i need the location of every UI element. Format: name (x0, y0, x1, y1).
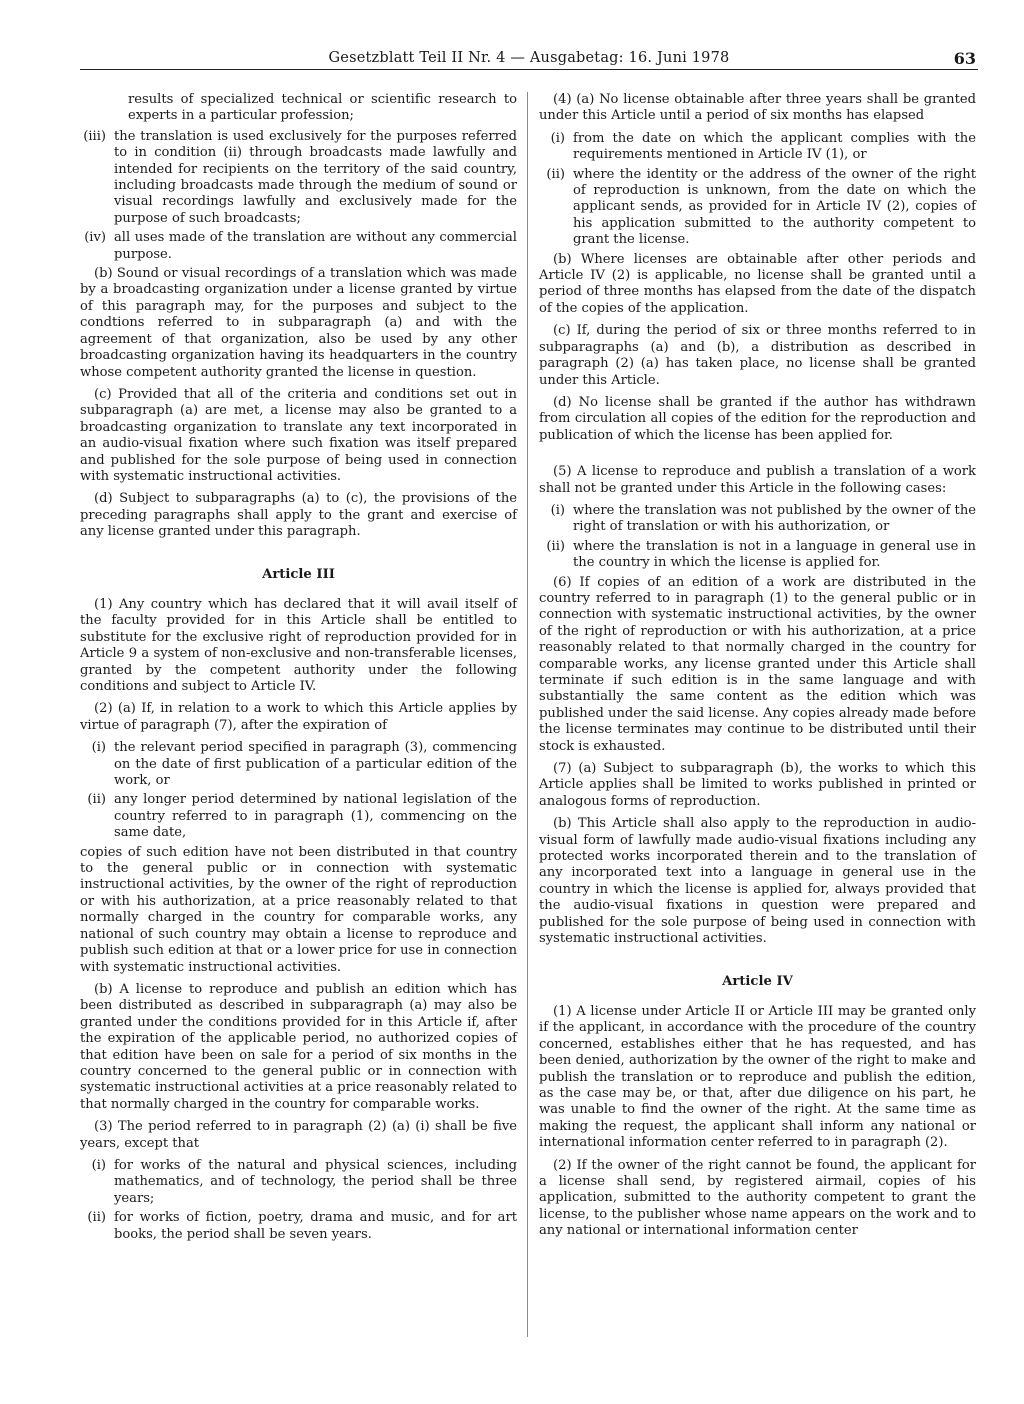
paragraph: (d) Subject to subparagraphs (a) to (c), the provisions of the preceding paragraphs shall apply to the grant and exercise of any license granted under this paragraph. (80, 491, 517, 540)
column-divider (527, 92, 528, 1337)
list-item-text: the relevant period specified in paragraph (3), commencing on the date of first publication of a particular edition of the work, or (114, 740, 517, 789)
running-title: Gesetzblatt Teil II Nr. 4 — Ausgabetag: 16. Juni 1978 (328, 50, 730, 66)
paragraph: (2) If the owner of the right cannot be found, the applicant for a license shall send, by registered airmail, copies of his application, submitted to the authority competent to grant the license, to the publisher whose name appears on the work and to any national or international information center (539, 1157, 976, 1239)
list-item-text: for works of fiction, poetry, drama and music, and for art books, the period shall be seven years. (114, 1210, 517, 1242)
right-column (539, 92, 976, 1246)
list-item-number: (ii) (546, 538, 565, 554)
paragraph: (b) This Article shall also apply to the reproduction in audio-visual form of lawfully made audio-visual fixations including any protected works incorporated therein and to the translation of any incorporated text into a language in general use in the country in which the license is applied for, always provided that the audio-visual fixations in question were prepared and published for the sole purpose of being used in connection with systematic instructional activities. (539, 816, 976, 947)
list-item (80, 1210, 517, 1243)
continued-text: results of specialized technical or scientific research to experts in a particular profession; (128, 92, 517, 124)
page-number: 63 (953, 49, 976, 68)
list-item (80, 1158, 517, 1207)
paragraph: copies of such edition have not been distributed in that country to the general public or in connection with systematic instructional activities, by the owner of the right of reproduction or with his authorization, at a price reasonably related to that normally charged in the country for comparable works, any national of such country may obtain a license to reproduce and publish such edition at that or a lower price for use in connection with systematic instructional activities. (80, 844, 517, 975)
list-item (539, 539, 976, 572)
list-item-text: all uses made of the translation are without any commercial purpose. (114, 230, 517, 262)
article-heading: Article III (262, 566, 335, 582)
list-item-number: (i) (550, 502, 565, 518)
paragraph: (b) A license to reproduce and publish an edition which has been distributed as described in subparagraph (a) may also be granted under the conditions provided for in this Article if, after the expiration of the applicable period, no authorized copies of that edition have been on sale for a period of six months in the country concerned to the general public or in connection with systematic instructional activities at a price reasonably related to that normally charged in the country for comparable works. (80, 981, 517, 1112)
paragraph: (4) (a) No license obtainable after three years shall be granted under this Article until a period of six months has elapsed (539, 92, 976, 124)
article-heading: Article IV (722, 973, 793, 989)
list-item-number: (i) (91, 740, 106, 756)
paragraph: (2) (a) If, in relation to a work to which this Article applies by virtue of paragraph (7), after the expiration of (80, 701, 517, 733)
list-item-number: (ii) (87, 1210, 106, 1226)
paragraph: (b) Sound or visual recordings of a translation which was made by a broadcasting organization under a license granted by virtue of this paragraph may, for the purposes and subject to the condtions referred to in subparagraph (a) and with the agreement of that organization, also be used by any other broadcasting organization having its headquarters in the country whose competent authority granted the license in question. (80, 266, 517, 380)
list-item-number: (i) (550, 130, 565, 146)
list-item-text: for works of the natural and physical sciences, including mathematics, and of technology, the period shall be three years; (114, 1157, 517, 1206)
paragraph: (6) If copies of an edition of a work are distributed in the country referred to in paragraph (1) to the general public or in connection with systematic instructional activities, by the owner of the right of reproduction or with his authorization, at a price reasonably related to that normally charged in the country for comparable works, any license granted under this Article shall terminate if such edition is in the same language and with substantially the same content as the edition which was published under the said license. Any copies already made before the license terminates may continue to be distributed until their stock is exhausted. (539, 574, 976, 754)
list-item-number: (ii) (87, 792, 106, 808)
list-item-number: (ii) (546, 166, 565, 182)
left-column (80, 92, 517, 1246)
list-item-text: where the translation is not in a language in general use in the country in which the license is applied for. (573, 538, 976, 571)
paragraph: (c) If, during the period of six or three months referred to in subparagraphs (a) and (b), a distribution as described in paragraph (2) (a) has taken place, no license shall be granted under this Article. (539, 323, 976, 388)
list-item-number: (iii) (83, 128, 106, 144)
spacer (539, 450, 976, 464)
paragraph: (1) Any country which has declared that it will avail itself of the faculty provided for in this Article shall be entitled to substitute for the exclusive right of reproduction provided for in Article 9 a system of non-exclusive and non-transferable licenses, granted by the competent authority under the following conditions and subject to Article IV. (80, 596, 517, 694)
page-header (80, 44, 978, 70)
list-item (80, 792, 517, 841)
list-item (80, 740, 517, 789)
list-item-text: where the translation was not published by the owner of the right of translation or with his authorization, or (573, 502, 976, 535)
paragraph: (5) A license to reproduce and publish a translation of a work shall not be granted under this Article in the following cases: (539, 464, 976, 496)
list-item (539, 131, 976, 164)
list-item-number: (iv) (84, 230, 106, 246)
paragraph: (7) (a) Subject to subparagraph (b), the works to which this Article applies shall be limited to works published in printed or analogous forms of reproduction. (539, 761, 976, 809)
list-item (539, 167, 976, 249)
list-item-text: where the identity or the address of the owner of the right of reproduction is unknown, from the date on which the applicant sends, as provided for in Article IV (2), copies of his application submitted to the authority competent to grant the license. (573, 166, 976, 248)
list-item-text: from the date on which the applicant complies with the requirements mentioned in Article IV (1), or (573, 130, 976, 163)
paragraph: (1) A license under Article II or Article III may be granted only if the applicant, in accordance with the procedure of the country concerned, establishes either that he has requested, and has been denied, authorization by the owner of the right to make and publish the translation or to reproduce and publish the edition, as the case may be, or that, after due diligence on his part, he was unable to find the owner of the right. At the same time as making the request, the applicant shall inform any national or international information center referred to in paragraph (2). (539, 1003, 976, 1151)
list-item-number: (i) (91, 1157, 106, 1173)
paragraph: (3) The period referred to in paragraph (2) (a) (i) shall be five years, except that (80, 1119, 517, 1151)
paragraph: (b) Where licenses are obtainable after other periods and Article IV (2) is applicable, no license shall be granted until a period of three months has elapsed from the date of the dispatch of the copies of the application. (539, 251, 976, 316)
list-item (539, 503, 976, 536)
list-item-text: the translation is used exclusively for the purposes referred to in condition (ii) through broadcasts made lawfully and intended for recipients on the territory of the said country, including broadcasts made through the medium of sound or visual recordings lawfully and exclusively made for the purpose of such broadcasts; (114, 128, 517, 226)
paragraph: (c) Provided that all of the criteria and conditions set out in subparagraph (a) are met, a license may also be granted to a broadcasting organization to translate any text incorporated in an audio-visual fixation where such fixation was itself prepared and published for the sole purpose of being used in connection with systematic instructional activities. (80, 386, 517, 484)
list-item (80, 230, 517, 263)
list-item (80, 129, 517, 227)
paragraph: (d) No license shall be granted if the author has withdrawn from circulation all copies of the edition for the reproduction and publication of which the license has been applied for. (539, 394, 976, 443)
list-item-text: any longer period determined by national legislation of the country referred to in paragraph (1), commencing on the same date, (114, 792, 517, 841)
